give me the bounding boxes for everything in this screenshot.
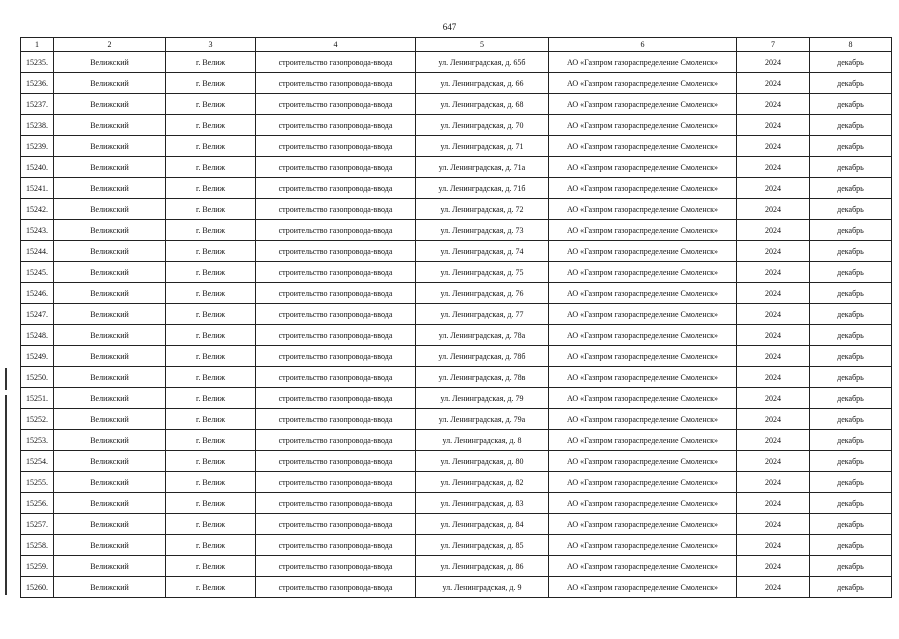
- table-row: [21, 157, 892, 178]
- locality-cell: г. Велиж: [166, 367, 256, 388]
- locality-cell: г. Велиж: [166, 220, 256, 241]
- row-number-cell: 15235.: [21, 52, 54, 73]
- table-row: [21, 115, 892, 136]
- row-number-cell: 15254.: [21, 451, 54, 472]
- address-cell: ул. Ленинградская, д. 86: [416, 556, 549, 577]
- year-cell: 2024: [737, 220, 810, 241]
- year-cell: 2024: [737, 199, 810, 220]
- locality-cell: г. Велиж: [166, 262, 256, 283]
- district-cell: Велижский: [54, 325, 166, 346]
- organization-cell: АО «Газпром газораспределение Смоленск»: [549, 220, 737, 241]
- year-cell: 2024: [737, 136, 810, 157]
- table-row: [21, 472, 892, 493]
- work-type-cell: строительство газопровода-ввода: [256, 325, 416, 346]
- locality-cell: г. Велиж: [166, 514, 256, 535]
- year-cell: 2024: [737, 241, 810, 262]
- month-cell: декабрь: [810, 241, 892, 262]
- column-header: 3: [166, 38, 256, 52]
- locality-cell: г. Велиж: [166, 556, 256, 577]
- address-cell: ул. Ленинградская, д. 83: [416, 493, 549, 514]
- address-cell: ул. Ленинградская, д. 79: [416, 388, 549, 409]
- table-row: [21, 283, 892, 304]
- district-cell: Велижский: [54, 52, 166, 73]
- work-type-cell: строительство газопровода-ввода: [256, 73, 416, 94]
- table-row: [21, 199, 892, 220]
- column-header: 2: [54, 38, 166, 52]
- organization-cell: АО «Газпром газораспределение Смоленск»: [549, 388, 737, 409]
- work-type-cell: строительство газопровода-ввода: [256, 52, 416, 73]
- table-row: [21, 94, 892, 115]
- row-number-cell: 15256.: [21, 493, 54, 514]
- organization-cell: АО «Газпром газораспределение Смоленск»: [549, 409, 737, 430]
- year-cell: 2024: [737, 283, 810, 304]
- address-cell: ул. Ленинградская, д. 66: [416, 73, 549, 94]
- address-cell: ул. Ленинградская, д. 71: [416, 136, 549, 157]
- work-type-cell: строительство газопровода-ввода: [256, 283, 416, 304]
- row-number-cell: 15260.: [21, 577, 54, 598]
- work-type-cell: строительство газопровода-ввода: [256, 514, 416, 535]
- locality-cell: г. Велиж: [166, 178, 256, 199]
- column-header: 5: [416, 38, 549, 52]
- address-cell: ул. Ленинградская, д. 73: [416, 220, 549, 241]
- row-number-cell: 15244.: [21, 241, 54, 262]
- table-row: [21, 241, 892, 262]
- locality-cell: г. Велиж: [166, 73, 256, 94]
- organization-cell: АО «Газпром газораспределение Смоленск»: [549, 493, 737, 514]
- row-number-cell: 15259.: [21, 556, 54, 577]
- work-type-cell: строительство газопровода-ввода: [256, 178, 416, 199]
- table-row: [21, 451, 892, 472]
- work-type-cell: строительство газопровода-ввода: [256, 388, 416, 409]
- district-cell: Велижский: [54, 136, 166, 157]
- table-row: [21, 262, 892, 283]
- month-cell: декабрь: [810, 535, 892, 556]
- work-type-cell: строительство газопровода-ввода: [256, 535, 416, 556]
- year-cell: 2024: [737, 409, 810, 430]
- month-cell: декабрь: [810, 178, 892, 199]
- row-number-cell: 15242.: [21, 199, 54, 220]
- organization-cell: АО «Газпром газораспределение Смоленск»: [549, 577, 737, 598]
- address-cell: ул. Ленинградская, д. 76: [416, 283, 549, 304]
- organization-cell: АО «Газпром газораспределение Смоленск»: [549, 199, 737, 220]
- district-cell: Велижский: [54, 556, 166, 577]
- district-cell: Велижский: [54, 472, 166, 493]
- address-cell: ул. Ленинградская, д. 82: [416, 472, 549, 493]
- work-type-cell: строительство газопровода-ввода: [256, 220, 416, 241]
- address-cell: ул. Ленинградская, д. 9: [416, 577, 549, 598]
- year-cell: 2024: [737, 556, 810, 577]
- organization-cell: АО «Газпром газораспределение Смоленск»: [549, 367, 737, 388]
- district-cell: Велижский: [54, 73, 166, 94]
- locality-cell: г. Велиж: [166, 136, 256, 157]
- address-cell: ул. Ленинградская, д. 79а: [416, 409, 549, 430]
- scan-edge-mark: [5, 368, 7, 390]
- row-number-cell: 15237.: [21, 94, 54, 115]
- year-cell: 2024: [737, 577, 810, 598]
- district-cell: Велижский: [54, 388, 166, 409]
- month-cell: декабрь: [810, 367, 892, 388]
- header-row: [21, 38, 892, 52]
- row-number-cell: 15257.: [21, 514, 54, 535]
- month-cell: декабрь: [810, 136, 892, 157]
- organization-cell: АО «Газпром газораспределение Смоленск»: [549, 451, 737, 472]
- row-number-cell: 15239.: [21, 136, 54, 157]
- locality-cell: г. Велиж: [166, 535, 256, 556]
- work-type-cell: строительство газопровода-ввода: [256, 346, 416, 367]
- district-cell: Велижский: [54, 346, 166, 367]
- organization-cell: АО «Газпром газораспределение Смоленск»: [549, 262, 737, 283]
- row-number-cell: 15240.: [21, 157, 54, 178]
- locality-cell: г. Велиж: [166, 346, 256, 367]
- page-number: 647: [442, 22, 457, 32]
- scan-edge-mark: [5, 395, 7, 595]
- table-row: [21, 136, 892, 157]
- month-cell: декабрь: [810, 346, 892, 367]
- district-cell: Велижский: [54, 493, 166, 514]
- month-cell: декабрь: [810, 52, 892, 73]
- work-type-cell: строительство газопровода-ввода: [256, 262, 416, 283]
- organization-cell: АО «Газпром газораспределение Смоленск»: [549, 157, 737, 178]
- column-header: 4: [256, 38, 416, 52]
- month-cell: декабрь: [810, 493, 892, 514]
- locality-cell: г. Велиж: [166, 577, 256, 598]
- locality-cell: г. Велиж: [166, 283, 256, 304]
- work-type-cell: строительство газопровода-ввода: [256, 367, 416, 388]
- district-cell: Велижский: [54, 430, 166, 451]
- district-cell: Велижский: [54, 178, 166, 199]
- table-row: [21, 178, 892, 199]
- work-type-cell: строительство газопровода-ввода: [256, 451, 416, 472]
- month-cell: декабрь: [810, 577, 892, 598]
- month-cell: декабрь: [810, 304, 892, 325]
- month-cell: декабрь: [810, 220, 892, 241]
- year-cell: 2024: [737, 325, 810, 346]
- work-type-cell: строительство газопровода-ввода: [256, 577, 416, 598]
- table-row: [21, 73, 892, 94]
- organization-cell: АО «Газпром газораспределение Смоленск»: [549, 283, 737, 304]
- address-cell: ул. Ленинградская, д. 75: [416, 262, 549, 283]
- district-cell: Велижский: [54, 115, 166, 136]
- row-number-cell: 15243.: [21, 220, 54, 241]
- district-cell: Велижский: [54, 367, 166, 388]
- organization-cell: АО «Газпром газораспределение Смоленск»: [549, 346, 737, 367]
- locality-cell: г. Велиж: [166, 451, 256, 472]
- locality-cell: г. Велиж: [166, 409, 256, 430]
- locality-cell: г. Велиж: [166, 94, 256, 115]
- address-cell: ул. Ленинградская, д. 65б: [416, 52, 549, 73]
- month-cell: декабрь: [810, 262, 892, 283]
- column-header: 7: [737, 38, 810, 52]
- table-row: [21, 52, 892, 73]
- table-row: [21, 367, 892, 388]
- row-number-cell: 15247.: [21, 304, 54, 325]
- month-cell: декабрь: [810, 94, 892, 115]
- address-cell: ул. Ленинградская, д. 71б: [416, 178, 549, 199]
- year-cell: 2024: [737, 388, 810, 409]
- work-type-cell: строительство газопровода-ввода: [256, 304, 416, 325]
- locality-cell: г. Велиж: [166, 304, 256, 325]
- row-number-cell: 15241.: [21, 178, 54, 199]
- row-number-cell: 15248.: [21, 325, 54, 346]
- district-cell: Велижский: [54, 241, 166, 262]
- row-number-cell: 15258.: [21, 535, 54, 556]
- locality-cell: г. Велиж: [166, 325, 256, 346]
- address-cell: ул. Ленинградская, д. 80: [416, 451, 549, 472]
- table-row: [21, 220, 892, 241]
- district-cell: Велижский: [54, 157, 166, 178]
- organization-cell: АО «Газпром газораспределение Смоленск»: [549, 472, 737, 493]
- address-cell: ул. Ленинградская, д. 70: [416, 115, 549, 136]
- column-header: 8: [810, 38, 892, 52]
- month-cell: декабрь: [810, 430, 892, 451]
- year-cell: 2024: [737, 178, 810, 199]
- district-cell: Велижский: [54, 409, 166, 430]
- address-cell: ул. Ленинградская, д. 8: [416, 430, 549, 451]
- locality-cell: г. Велиж: [166, 115, 256, 136]
- column-header: 6: [549, 38, 737, 52]
- organization-cell: АО «Газпром газораспределение Смоленск»: [549, 136, 737, 157]
- address-cell: ул. Ленинградская, д. 78а: [416, 325, 549, 346]
- table-row: [21, 325, 892, 346]
- organization-cell: АО «Газпром газораспределение Смоленск»: [549, 535, 737, 556]
- organization-cell: АО «Газпром газораспределение Смоленск»: [549, 115, 737, 136]
- column-header: 1: [21, 38, 54, 52]
- district-cell: Велижский: [54, 220, 166, 241]
- work-type-cell: строительство газопровода-ввода: [256, 94, 416, 115]
- locality-cell: г. Велиж: [166, 430, 256, 451]
- year-cell: 2024: [737, 304, 810, 325]
- organization-cell: АО «Газпром газораспределение Смоленск»: [549, 304, 737, 325]
- year-cell: 2024: [737, 430, 810, 451]
- table-row: [21, 577, 892, 598]
- year-cell: 2024: [737, 514, 810, 535]
- organization-cell: АО «Газпром газораспределение Смоленск»: [549, 556, 737, 577]
- district-cell: Велижский: [54, 262, 166, 283]
- organization-cell: АО «Газпром газораспределение Смоленск»: [549, 52, 737, 73]
- work-type-cell: строительство газопровода-ввода: [256, 115, 416, 136]
- work-type-cell: строительство газопровода-ввода: [256, 472, 416, 493]
- row-number-cell: 15251.: [21, 388, 54, 409]
- table-row: [21, 493, 892, 514]
- organization-cell: АО «Газпром газораспределение Смоленск»: [549, 178, 737, 199]
- gas-pipeline-table: [20, 37, 892, 598]
- organization-cell: АО «Газпром газораспределение Смоленск»: [549, 241, 737, 262]
- month-cell: декабрь: [810, 409, 892, 430]
- address-cell: ул. Ленинградская, д. 78в: [416, 367, 549, 388]
- month-cell: декабрь: [810, 73, 892, 94]
- address-cell: ул. Ленинградская, д. 85: [416, 535, 549, 556]
- locality-cell: г. Велиж: [166, 493, 256, 514]
- locality-cell: г. Велиж: [166, 199, 256, 220]
- year-cell: 2024: [737, 472, 810, 493]
- month-cell: декабрь: [810, 514, 892, 535]
- locality-cell: г. Велиж: [166, 472, 256, 493]
- year-cell: 2024: [737, 493, 810, 514]
- row-number-cell: 15238.: [21, 115, 54, 136]
- row-number-cell: 15236.: [21, 73, 54, 94]
- row-number-cell: 15252.: [21, 409, 54, 430]
- district-cell: Велижский: [54, 94, 166, 115]
- address-cell: ул. Ленинградская, д. 71а: [416, 157, 549, 178]
- month-cell: декабрь: [810, 451, 892, 472]
- year-cell: 2024: [737, 52, 810, 73]
- month-cell: декабрь: [810, 325, 892, 346]
- row-number-cell: 15255.: [21, 472, 54, 493]
- year-cell: 2024: [737, 535, 810, 556]
- row-number-cell: 15250.: [21, 367, 54, 388]
- table-row: [21, 514, 892, 535]
- address-cell: ул. Ленинградская, д. 77: [416, 304, 549, 325]
- year-cell: 2024: [737, 73, 810, 94]
- district-cell: Велижский: [54, 577, 166, 598]
- work-type-cell: строительство газопровода-ввода: [256, 409, 416, 430]
- year-cell: 2024: [737, 157, 810, 178]
- year-cell: 2024: [737, 346, 810, 367]
- address-cell: ул. Ленинградская, д. 72: [416, 199, 549, 220]
- district-cell: Велижский: [54, 283, 166, 304]
- month-cell: декабрь: [810, 199, 892, 220]
- address-cell: ул. Ленинградская, д. 74: [416, 241, 549, 262]
- organization-cell: АО «Газпром газораспределение Смоленск»: [549, 73, 737, 94]
- year-cell: 2024: [737, 262, 810, 283]
- table-row: [21, 346, 892, 367]
- table-row: [21, 304, 892, 325]
- year-cell: 2024: [737, 94, 810, 115]
- address-cell: ул. Ленинградская, д. 78б: [416, 346, 549, 367]
- table-body: [21, 52, 892, 598]
- work-type-cell: строительство газопровода-ввода: [256, 556, 416, 577]
- table-row: [21, 430, 892, 451]
- month-cell: декабрь: [810, 115, 892, 136]
- table-row: [21, 388, 892, 409]
- year-cell: 2024: [737, 367, 810, 388]
- address-cell: ул. Ленинградская, д. 84: [416, 514, 549, 535]
- work-type-cell: строительство газопровода-ввода: [256, 241, 416, 262]
- locality-cell: г. Велиж: [166, 157, 256, 178]
- month-cell: декабрь: [810, 556, 892, 577]
- locality-cell: г. Велиж: [166, 388, 256, 409]
- district-cell: Велижский: [54, 304, 166, 325]
- address-cell: ул. Ленинградская, д. 68: [416, 94, 549, 115]
- year-cell: 2024: [737, 451, 810, 472]
- month-cell: декабрь: [810, 472, 892, 493]
- table-row: [21, 409, 892, 430]
- row-number-cell: 15245.: [21, 262, 54, 283]
- table-row: [21, 535, 892, 556]
- month-cell: декабрь: [810, 157, 892, 178]
- district-cell: Велижский: [54, 451, 166, 472]
- district-cell: Велижский: [54, 514, 166, 535]
- work-type-cell: строительство газопровода-ввода: [256, 430, 416, 451]
- locality-cell: г. Велиж: [166, 52, 256, 73]
- locality-cell: г. Велиж: [166, 241, 256, 262]
- row-number-cell: 15253.: [21, 430, 54, 451]
- work-type-cell: строительство газопровода-ввода: [256, 493, 416, 514]
- organization-cell: АО «Газпром газораспределение Смоленск»: [549, 430, 737, 451]
- work-type-cell: строительство газопровода-ввода: [256, 136, 416, 157]
- organization-cell: АО «Газпром газораспределение Смоленск»: [549, 514, 737, 535]
- district-cell: Велижский: [54, 199, 166, 220]
- organization-cell: АО «Газпром газораспределение Смоленск»: [549, 94, 737, 115]
- organization-cell: АО «Газпром газораспределение Смоленск»: [549, 325, 737, 346]
- year-cell: 2024: [737, 115, 810, 136]
- row-number-cell: 15246.: [21, 283, 54, 304]
- district-cell: Велижский: [54, 535, 166, 556]
- row-number-cell: 15249.: [21, 346, 54, 367]
- month-cell: декабрь: [810, 388, 892, 409]
- month-cell: декабрь: [810, 283, 892, 304]
- work-type-cell: строительство газопровода-ввода: [256, 199, 416, 220]
- table-row: [21, 556, 892, 577]
- work-type-cell: строительство газопровода-ввода: [256, 157, 416, 178]
